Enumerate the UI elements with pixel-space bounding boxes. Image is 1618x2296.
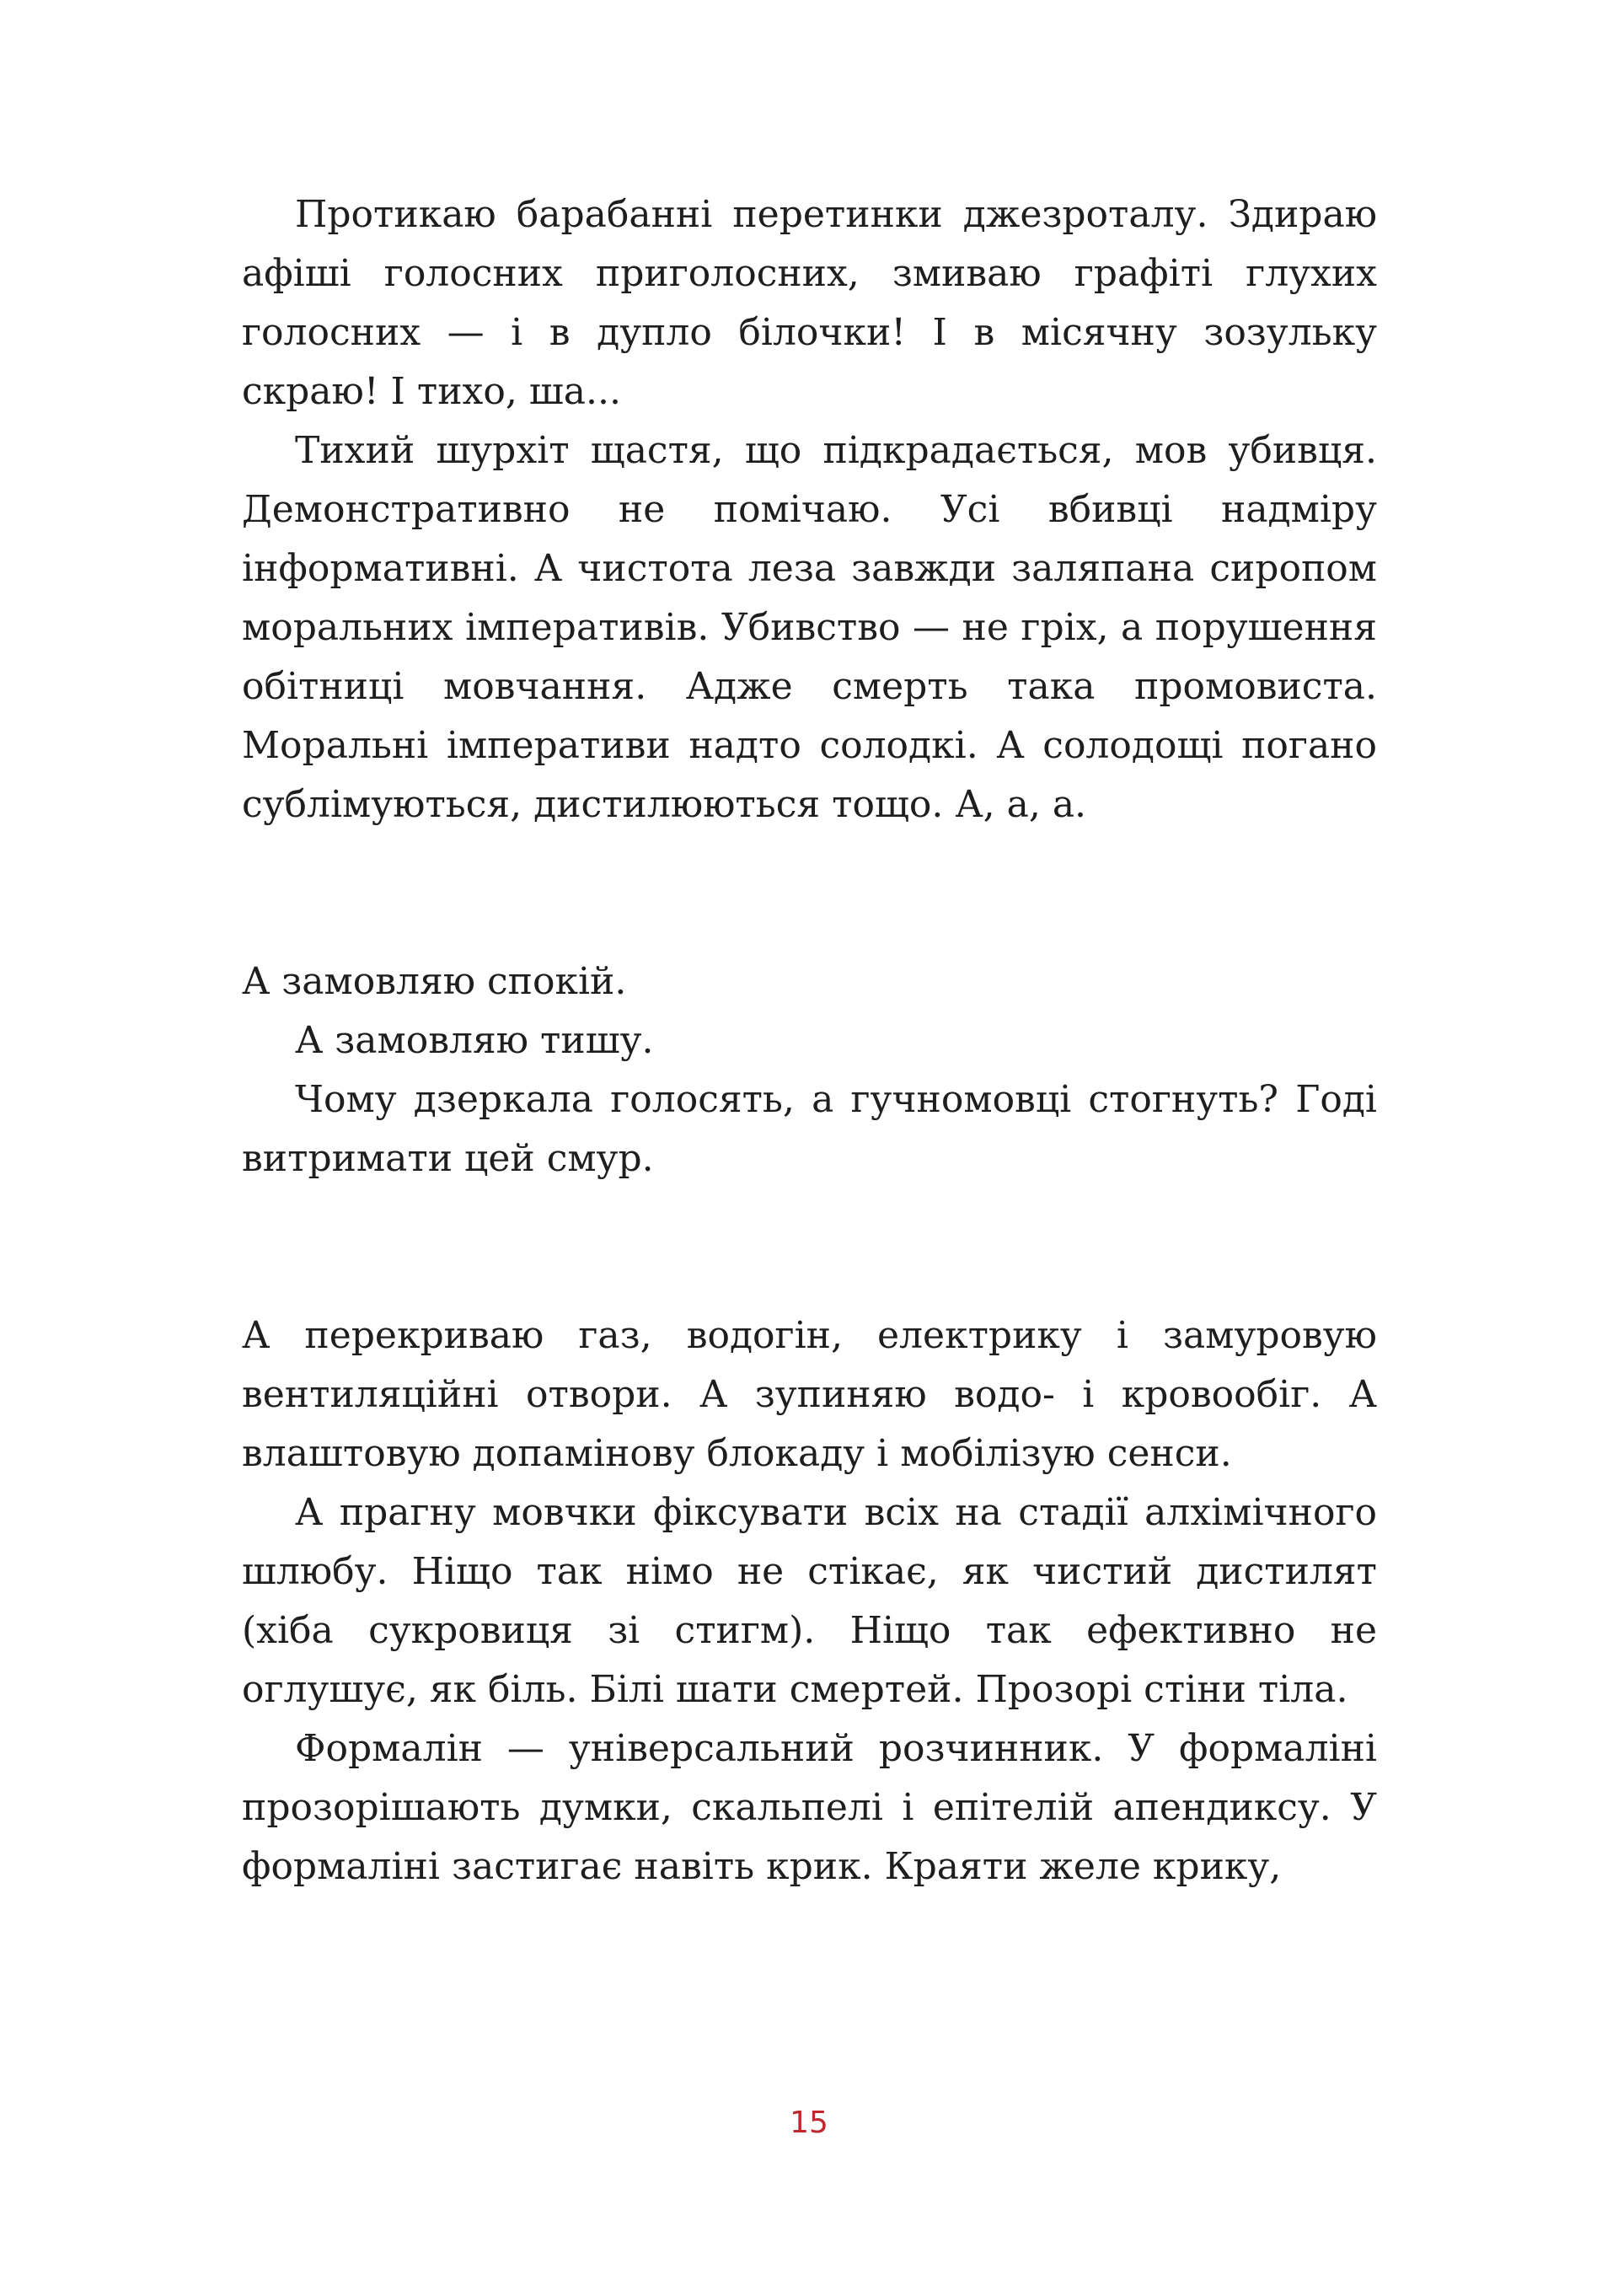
page-body — [242, 185, 1377, 1896]
section-break — [242, 834, 1377, 952]
paragraph-3: А замовляю спокій. — [242, 960, 627, 1003]
paragraph-6: А перекриваю газ, водогін, електрику і замуровую вентиляційні отвори. А зупиняю водо- і кровообіг. А влаштовую допамінову блокаду і мобілізую сенси. — [242, 1314, 1377, 1475]
paragraph-4: А замовляю тишу. — [295, 1019, 654, 1062]
paragraph-2: Тихий шурхіт щастя, що підкрадається, мов убивця. Демонстративно не помічаю. Усі вбивці надміру інформативні. А чистота леза завжди заляпана сиропом моральних імперативів. Убивство — не гріх, а порушення обітниці мовчання. Адже смерть така промовиста. Моральні імперативи надто солодкі. А солодощі погано сублімуються, дистилюються тощо. А, а, а. — [242, 429, 1377, 826]
paragraph-5: Чому дзеркала голосять, а гучномовці стогнуть? Годі витримати цей смур. — [242, 1078, 1377, 1180]
section-break — [242, 1188, 1377, 1306]
paragraph-1: Протикаю барабанні перетинки джезроталу. Здираю афіші голосних приголосних, змиваю графіті глухих голосних — і в дупло білочки! І в місячну зозульку скраю! І тихо, ша... — [242, 193, 1377, 413]
paragraph-8: Формалін — універсальний розчинник. У формаліні прозорішають думки, скальпелі і епітелій апендиксу. У формаліні застигає навіть крик. Краяти желе крику, — [242, 1727, 1377, 1888]
paragraph-7: А прагну мовчки фіксувати всіх на стадії алхімічного шлюбу. Ніщо так німо не стікає, як чистий дистилят (хіба сукровиця зі стигм). Ніщо так ефективно не оглушує, як біль. Білі шати смертей. Прозорі стіни тіла. — [242, 1491, 1377, 1711]
page-number: 15 — [790, 2106, 828, 2140]
